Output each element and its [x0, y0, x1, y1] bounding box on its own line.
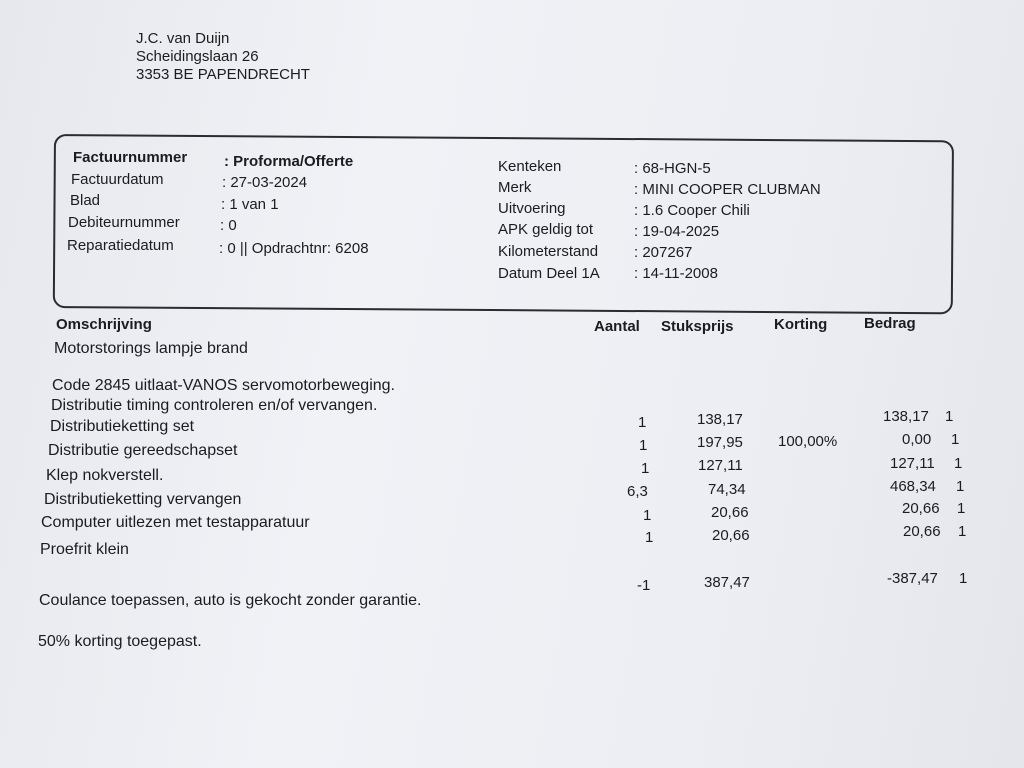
line-unit-price: 20,66 [712, 527, 750, 544]
invoice-date-label: Factuurdatum [71, 171, 164, 188]
line-description: Distributieketting vervangen [44, 491, 242, 508]
line-unit-price: 197,95 [697, 434, 743, 451]
line-unit-price: 138,17 [697, 411, 743, 428]
line-code: 1 [951, 431, 960, 448]
line-description: Klep nokverstell. [46, 467, 164, 484]
line-amount: 127,11 [890, 455, 935, 472]
footer-note: 50% korting toegepast. [38, 633, 202, 650]
line-quantity: 1 [638, 414, 647, 431]
line-quantity: 1 [641, 460, 650, 477]
invoice-number-value: : Proforma/Offerte [224, 153, 354, 170]
line-description: Distributieketting set [50, 418, 195, 435]
line-code: 1 [959, 570, 968, 587]
variant-value: : 1.6 Cooper Chili [634, 202, 750, 219]
line-code: 1 [958, 523, 967, 540]
line-code: 1 [954, 455, 963, 472]
line-code: 1 [956, 478, 965, 495]
line-unit-price: 20,66 [711, 504, 749, 521]
debtor-number-value: : 0 [220, 217, 237, 234]
line-code: 1 [945, 408, 954, 425]
column-discount: Korting [774, 316, 828, 333]
debtor-number-label: Debiteurnummer [68, 214, 180, 231]
invoice-number-label: Factuurnummer [73, 149, 188, 166]
line-description: Proefrit klein [40, 541, 129, 558]
repair-date-value: : 0 || Opdrachtnr: 6208 [219, 240, 369, 257]
line-description: Distributie gereedschapset [48, 442, 238, 459]
mileage-label: Kilometerstand [498, 243, 599, 260]
make-label: Merk [498, 179, 532, 196]
mileage-value: : 207267 [634, 244, 693, 261]
line-quantity: 1 [639, 437, 648, 454]
line-description: Coulance toepassen, auto is gekocht zonder garantie. [39, 592, 422, 609]
line-amount: 138,17 [883, 408, 929, 425]
license-plate-value: : 68-HGN-5 [634, 160, 711, 177]
page-label: Blad [70, 192, 101, 209]
line-quantity: -1 [637, 577, 651, 594]
customer-street: Scheidingslaan 26 [136, 48, 259, 65]
customer-name: J.C. van Duijn [136, 30, 230, 47]
customer-address [136, 30, 310, 84]
license-plate-label: Kenteken [498, 158, 562, 175]
line-code: 1 [957, 500, 966, 517]
line-amount: 0,00 [902, 431, 932, 448]
repair-date-label: Reparatiedatum [67, 237, 174, 254]
line-unit-price: 387,47 [704, 574, 750, 591]
invoice-date-value: : 27-03-2024 [222, 174, 308, 191]
note-fault-code: Code 2845 uitlaat-VANOS servomotorbeweging. [52, 377, 395, 394]
line-unit-price: 74,34 [708, 481, 746, 498]
line-description: Computer uitlezen met testapparatuur [41, 514, 310, 531]
column-quantity: Aantal [594, 318, 640, 335]
line-unit-price: 127,11 [698, 457, 743, 474]
line-amount: 468,34 [890, 478, 936, 495]
line-discount: 100,00% [778, 433, 838, 450]
line-quantity: 1 [645, 529, 654, 546]
column-amount: Bedrag [864, 315, 916, 332]
apk-valid-value: : 19-04-2025 [634, 223, 720, 240]
line-amount: 20,66 [903, 523, 941, 540]
note-complaint: Motorstorings lampje brand [54, 340, 248, 357]
column-unit-price: Stuksprijs [661, 318, 734, 335]
make-value: : MINI COOPER CLUBMAN [634, 181, 821, 198]
line-amount: 20,66 [902, 500, 940, 517]
apk-valid-label: APK geldig tot [498, 221, 594, 238]
note-timing: Distributie timing controleren en/of vervangen. [51, 397, 378, 414]
line-quantity: 6,3 [627, 483, 648, 500]
variant-label: Uitvoering [498, 200, 566, 217]
column-description: Omschrijving [56, 316, 152, 333]
line-quantity: 1 [643, 507, 652, 524]
registration-date-value: : 14-11-2008 [634, 265, 718, 282]
registration-date-label: Datum Deel 1A [498, 265, 600, 282]
page-value: : 1 van 1 [221, 196, 279, 213]
line-amount: -387,47 [887, 570, 938, 587]
customer-city: 3353 BE PAPENDRECHT [136, 66, 310, 83]
